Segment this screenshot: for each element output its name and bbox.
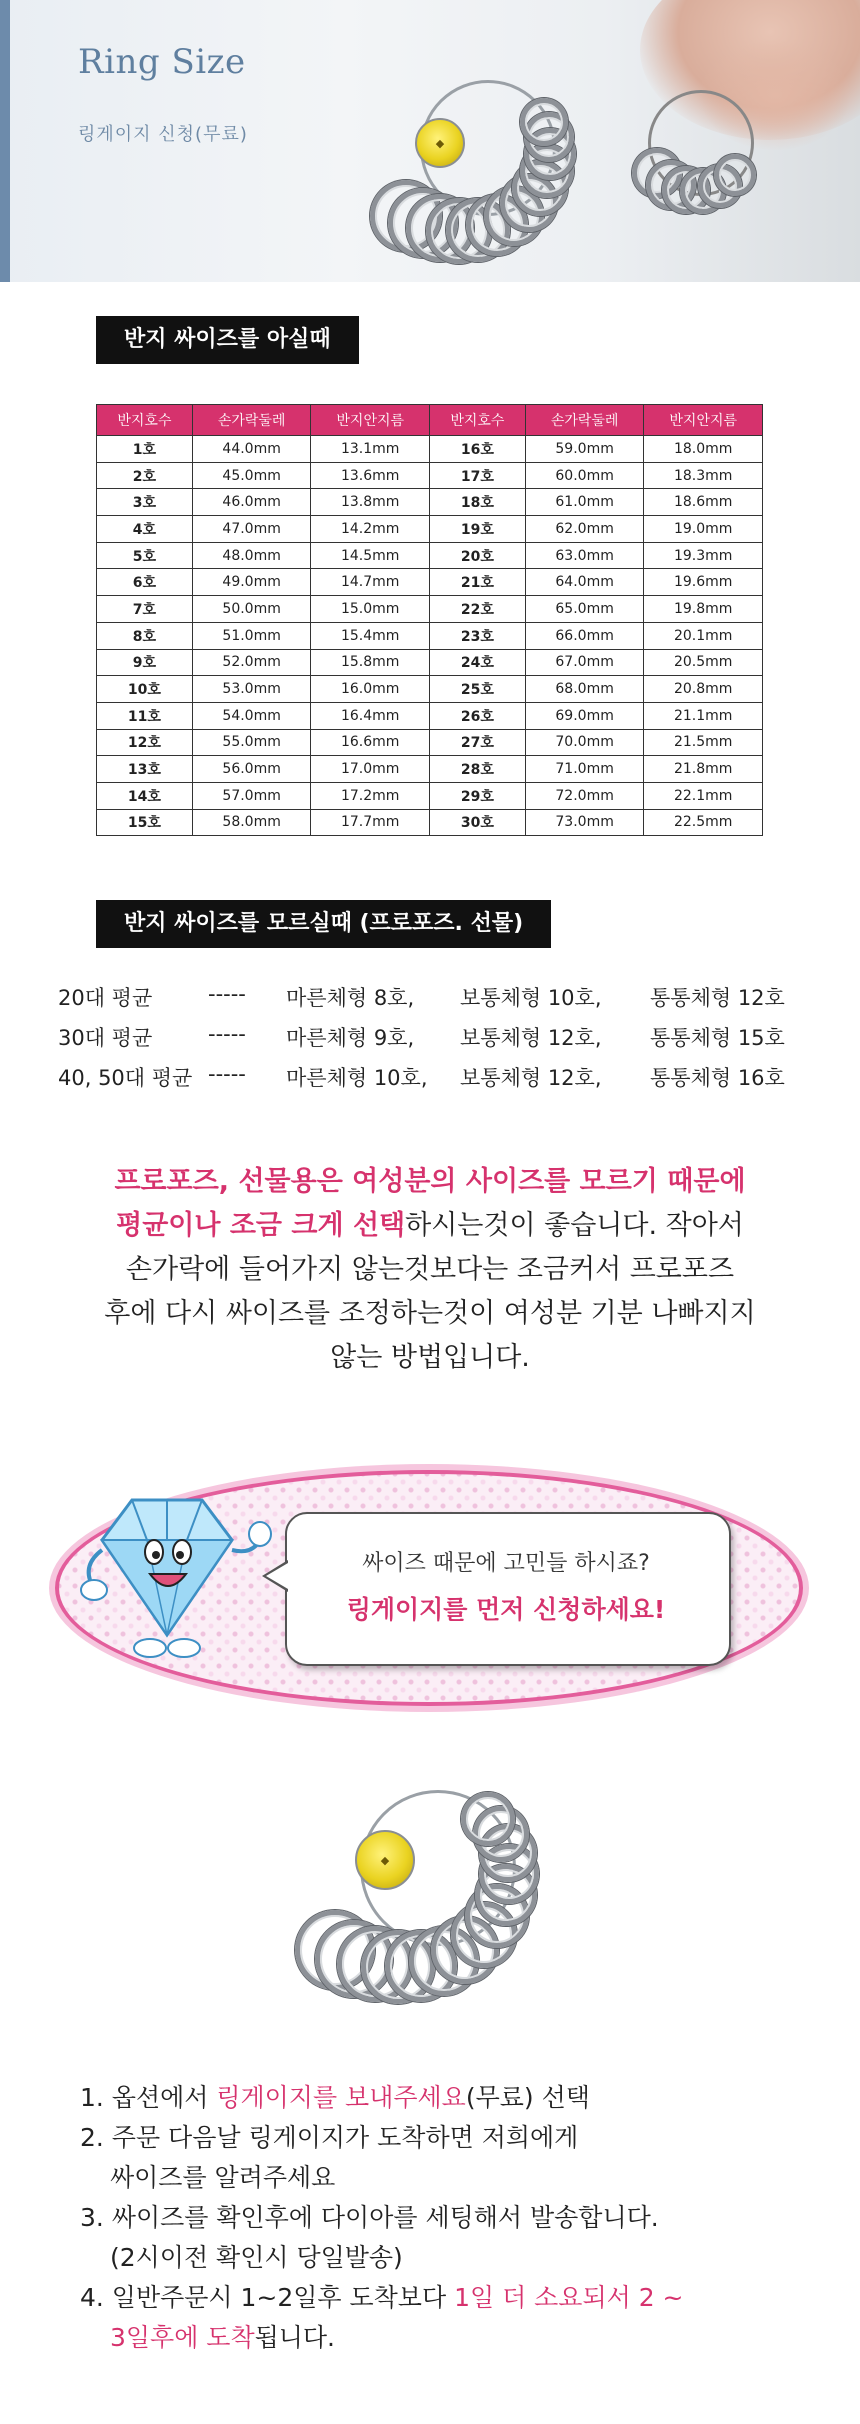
table-row xyxy=(97,569,763,596)
table-row xyxy=(97,489,763,516)
measurement-cell: 55.0mm xyxy=(192,729,311,756)
measurement-cell: 18.6mm xyxy=(644,489,763,516)
measurement-cell: 13.1mm xyxy=(311,436,430,463)
ring-number-cell: 5호 xyxy=(97,542,193,569)
step-text: (무료) 선택 xyxy=(465,2083,590,2112)
apply-ring-gauge-link[interactable]: 링게이지를 먼저 신청하세요! xyxy=(346,1595,666,1624)
measurement-cell: 56.0mm xyxy=(192,756,311,783)
column-header: 반지호수 xyxy=(429,405,525,436)
measurement-cell: 14.5mm xyxy=(311,542,430,569)
average-slim: 마른체형 9호, xyxy=(286,1026,415,1050)
average-slim: 마른체형 8호, xyxy=(286,986,415,1010)
column-header: 반지호수 xyxy=(97,405,193,436)
table-row xyxy=(97,649,763,676)
table-row xyxy=(97,436,763,463)
ring-number-cell: 21호 xyxy=(429,569,525,596)
average-dash: ----- xyxy=(208,982,246,1006)
measurement-cell: 50.0mm xyxy=(192,596,311,623)
ring-number-cell: 1호 xyxy=(97,436,193,463)
notice-highlight: 평균이나 조금 크게 선택 xyxy=(116,1210,406,1241)
measurement-cell: 67.0mm xyxy=(525,649,644,676)
ring-number-cell: 3호 xyxy=(97,489,193,516)
measurement-cell: 15.0mm xyxy=(311,596,430,623)
step-highlight: 링게이지를 보내주세요 xyxy=(216,2083,466,2112)
notice-line-2-rest: 하시는것이 좋습니다. 작아서 xyxy=(405,1210,744,1241)
step-text: 4. 일반주문시 1~2일후 도착보다 xyxy=(80,2283,455,2312)
step-highlight: 3일후에 도착 xyxy=(110,2323,255,2352)
sizer-tag-icon: ◆ xyxy=(415,118,465,168)
measurement-cell: 66.0mm xyxy=(525,622,644,649)
table-row xyxy=(97,676,763,703)
measurement-cell: 18.3mm xyxy=(644,462,763,489)
measurement-cell: 51.0mm xyxy=(192,622,311,649)
step-4 xyxy=(80,2278,840,2318)
measurement-cell: 17.2mm xyxy=(311,782,430,809)
table-row xyxy=(97,782,763,809)
measurement-cell: 70.0mm xyxy=(525,729,644,756)
average-row-20s xyxy=(58,982,818,1012)
ring-number-cell: 10호 xyxy=(97,676,193,703)
measurement-cell: 54.0mm xyxy=(192,702,311,729)
table-row xyxy=(97,622,763,649)
order-steps xyxy=(80,2078,840,2358)
step-text: 됩니다. xyxy=(254,2323,336,2352)
table-row xyxy=(97,516,763,543)
table-row xyxy=(97,756,763,783)
measurement-cell: 19.3mm xyxy=(644,542,763,569)
average-heavy: 통통체형 15호 xyxy=(650,1026,785,1050)
measurement-cell: 65.0mm xyxy=(525,596,644,623)
measurement-cell: 19.6mm xyxy=(644,569,763,596)
banner-question: 싸이즈 때문에 고민들 하시죠? xyxy=(362,1551,650,1576)
average-age: 40, 50대 평균 xyxy=(58,1066,193,1090)
ring-number-cell: 29호 xyxy=(429,782,525,809)
measurement-cell: 71.0mm xyxy=(525,756,644,783)
measurement-cell: 45.0mm xyxy=(192,462,311,489)
measurement-cell: 61.0mm xyxy=(525,489,644,516)
ring-number-cell: 30호 xyxy=(429,809,525,836)
measurement-cell: 14.2mm xyxy=(311,516,430,543)
measurement-cell: 58.0mm xyxy=(192,809,311,836)
average-age: 30대 평균 xyxy=(58,1026,153,1050)
measurement-cell: 57.0mm xyxy=(192,782,311,809)
ring-sizer-hand-image xyxy=(628,90,768,210)
average-normal: 보통체형 12호, xyxy=(460,1026,602,1050)
table-header-row xyxy=(97,405,763,436)
ring-number-cell: 18호 xyxy=(429,489,525,516)
measurement-cell: 15.4mm xyxy=(311,622,430,649)
average-dash: ----- xyxy=(208,1022,246,1046)
measurement-cell: 22.1mm xyxy=(644,782,763,809)
measurement-cell: 17.7mm xyxy=(311,809,430,836)
ring-number-cell: 9호 xyxy=(97,649,193,676)
ring-number-cell: 23호 xyxy=(429,622,525,649)
ring-number-cell: 11호 xyxy=(97,702,193,729)
table-row xyxy=(97,462,763,489)
measurement-cell: 14.7mm xyxy=(311,569,430,596)
sizer-tag-icon: ◆ xyxy=(355,1830,415,1890)
ring-number-cell: 19호 xyxy=(429,516,525,543)
ring-size-table xyxy=(96,404,763,836)
measurement-cell: 52.0mm xyxy=(192,649,311,676)
step-text: 1. 옵션에서 xyxy=(80,2083,217,2112)
measurement-cell: 13.8mm xyxy=(311,489,430,516)
diamond-mascot-icon xyxy=(62,1470,272,1670)
measurement-cell: 62.0mm xyxy=(525,516,644,543)
step-highlight: 1일 더 소요되서 2 ~ xyxy=(454,2283,684,2312)
measurement-cell: 19.0mm xyxy=(644,516,763,543)
ring-number-cell: 22호 xyxy=(429,596,525,623)
measurement-cell: 16.0mm xyxy=(311,676,430,703)
measurement-cell: 20.5mm xyxy=(644,649,763,676)
table-row xyxy=(97,809,763,836)
average-dash: ----- xyxy=(208,1062,246,1086)
ring-number-cell: 20호 xyxy=(429,542,525,569)
ring-number-cell: 7호 xyxy=(97,596,193,623)
ring-number-cell: 15호 xyxy=(97,809,193,836)
measurement-cell: 16.4mm xyxy=(311,702,430,729)
average-row-30s xyxy=(58,1022,818,1052)
notice-line-1: 프로포즈, 선물용은 여성분의 사이즈를 모르기 때문에 xyxy=(114,1166,746,1197)
ring-number-cell: 8호 xyxy=(97,622,193,649)
step-3-cont: (2시이전 확인시 당일발송) xyxy=(110,2243,403,2272)
notice-line-5: 않는 방법입니다. xyxy=(330,1342,530,1373)
ring-number-cell: 16호 xyxy=(429,436,525,463)
ring-sizer-image xyxy=(360,70,640,270)
step-3: 3. 싸이즈를 확인후에 다이아를 세팅해서 발송합니다. xyxy=(80,2203,659,2232)
notice-line-2 xyxy=(40,1204,820,1248)
measurement-cell: 46.0mm xyxy=(192,489,311,516)
measurement-cell: 73.0mm xyxy=(525,809,644,836)
measurement-cell: 72.0mm xyxy=(525,782,644,809)
ring-number-cell: 14호 xyxy=(97,782,193,809)
measurement-cell: 17.0mm xyxy=(311,756,430,783)
average-slim: 마른체형 10호, xyxy=(286,1066,428,1090)
ring-number-cell: 26호 xyxy=(429,702,525,729)
measurement-cell: 20.1mm xyxy=(644,622,763,649)
measurement-cell: 53.0mm xyxy=(192,676,311,703)
measurement-cell: 18.0mm xyxy=(644,436,763,463)
measurement-cell: 21.1mm xyxy=(644,702,763,729)
ring-number-cell: 4호 xyxy=(97,516,193,543)
proposal-notice xyxy=(40,1160,820,1380)
step-2-cont: 싸이즈를 알려주세요 xyxy=(110,2163,336,2192)
table-row xyxy=(97,702,763,729)
measurement-cell: 64.0mm xyxy=(525,569,644,596)
measurement-cell: 63.0mm xyxy=(525,542,644,569)
measurement-cell: 49.0mm xyxy=(192,569,311,596)
column-header: 손가락둘레 xyxy=(525,405,644,436)
measurement-cell: 59.0mm xyxy=(525,436,644,463)
average-age: 20대 평균 xyxy=(58,986,153,1010)
column-header: 반지안지름 xyxy=(644,405,763,436)
column-header: 손가락둘레 xyxy=(192,405,311,436)
measurement-cell: 47.0mm xyxy=(192,516,311,543)
measurement-cell: 19.8mm xyxy=(644,596,763,623)
measurement-cell: 16.6mm xyxy=(311,729,430,756)
measurement-cell: 13.6mm xyxy=(311,462,430,489)
table-row xyxy=(97,729,763,756)
ring-number-cell: 25호 xyxy=(429,676,525,703)
column-header: 반지안지름 xyxy=(311,405,430,436)
table-row xyxy=(97,542,763,569)
ring-number-cell: 2호 xyxy=(97,462,193,489)
notice-line-3: 손가락에 들어가지 않는것보다는 조금커서 프로포즈 xyxy=(125,1254,735,1285)
ring-number-cell: 24호 xyxy=(429,649,525,676)
hero-subtitle: 링게이지 신청(무료) xyxy=(78,124,248,145)
hero-accent-bar xyxy=(0,0,10,282)
measurement-cell: 68.0mm xyxy=(525,676,644,703)
ring-number-cell: 28호 xyxy=(429,756,525,783)
table-row xyxy=(97,596,763,623)
step-2: 2. 주문 다음날 링게이지가 도착하면 저희에게 xyxy=(80,2123,579,2152)
measurement-cell: 69.0mm xyxy=(525,702,644,729)
average-heavy: 통통체형 16호 xyxy=(650,1066,785,1090)
section-known-header: 반지 싸이즈를 아실때 xyxy=(96,316,359,364)
measurement-cell: 60.0mm xyxy=(525,462,644,489)
speech-bubble xyxy=(285,1512,731,1666)
average-heavy: 통통체형 12호 xyxy=(650,986,785,1010)
ring-number-cell: 27호 xyxy=(429,729,525,756)
step-4-cont xyxy=(80,2318,840,2358)
measurement-cell: 20.8mm xyxy=(644,676,763,703)
step-1 xyxy=(80,2078,840,2118)
average-normal: 보통체형 10호, xyxy=(460,986,602,1010)
ring-number-cell: 17호 xyxy=(429,462,525,489)
measurement-cell: 21.8mm xyxy=(644,756,763,783)
hero-banner xyxy=(0,0,860,282)
section-unknown-header: 반지 싸이즈를 모르실때 (프로포즈. 선물) xyxy=(96,900,551,948)
measurement-cell: 21.5mm xyxy=(644,729,763,756)
measurement-cell: 22.5mm xyxy=(644,809,763,836)
measurement-cell: 15.8mm xyxy=(311,649,430,676)
ring-sizer-product-image xyxy=(285,1780,585,2010)
ring-number-cell: 13호 xyxy=(97,756,193,783)
ring-number-cell: 12호 xyxy=(97,729,193,756)
measurement-cell: 44.0mm xyxy=(192,436,311,463)
measurement-cell: 48.0mm xyxy=(192,542,311,569)
average-normal: 보통체형 12호, xyxy=(460,1066,602,1090)
page-title: Ring Size xyxy=(78,42,246,82)
ring-number-cell: 6호 xyxy=(97,569,193,596)
notice-line-4: 후에 다시 싸이즈를 조정하는것이 여성분 기분 나빠지지 xyxy=(104,1298,756,1329)
average-row-40s-50s xyxy=(58,1062,818,1092)
